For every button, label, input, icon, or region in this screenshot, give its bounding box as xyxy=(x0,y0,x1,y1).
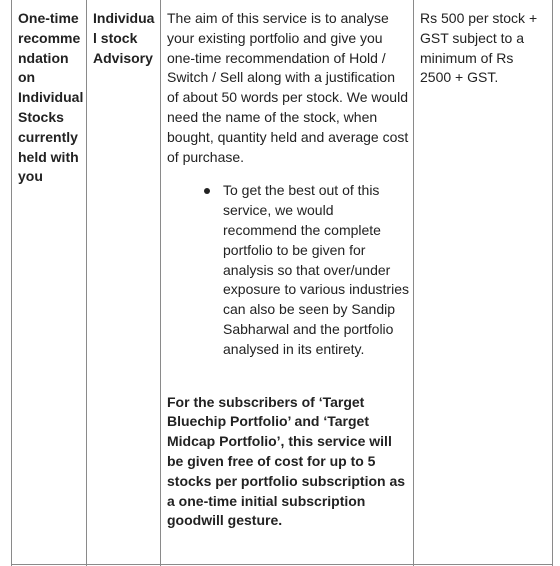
service-name-line: ndation xyxy=(18,49,69,66)
service-name-line: Stocks xyxy=(18,108,64,125)
service-type-cell xyxy=(87,0,161,566)
price-text: Rs 500 per stock + GST subject to a minimum of Rs 2500 + GST. xyxy=(420,10,538,86)
service-name-cell xyxy=(11,0,87,566)
service-type-line: Individua xyxy=(93,10,155,26)
service-type-line: l stock xyxy=(93,29,138,46)
description-intro: The aim of this service is to analyse your existing portfolio and give you one-time recommendation of Hold / Switch / Sell along with a justification of about 50 words per stock. We would need the name of the stock, when bought, quantity held and average cost of purchase. xyxy=(167,10,409,165)
service-name-line: One-time xyxy=(18,10,79,26)
price-cell xyxy=(414,0,553,566)
description-cell xyxy=(161,0,414,566)
table-bottom-border xyxy=(11,564,553,565)
subscriber-offer-text: For the subscribers of ‘Target Bluechip Portfolio’ and ‘Target Midcap Portfolio’, this service will be given free of cost for up to 5 stocks per portfolio subscription as a one-time initial subscription goodwill gesture. xyxy=(167,393,406,529)
service-name-line: currently xyxy=(18,128,78,145)
service-name-line: held with xyxy=(18,148,79,165)
description-bullet-list xyxy=(167,181,409,359)
service-type-line: Advisory xyxy=(93,49,153,66)
service-name-line: Individual xyxy=(18,89,84,106)
service-name-line: recomme xyxy=(18,29,81,46)
service-name-line: on xyxy=(18,69,36,86)
description-bullet-item: To get the best out of this service, we would recommend the complete portfolio to be given for analysis so that over/under exposure to various industries can also be seen by Sandip Sabharwal and the portfolio analysed in its entirety. xyxy=(223,181,409,359)
service-name-line: you xyxy=(18,168,43,185)
